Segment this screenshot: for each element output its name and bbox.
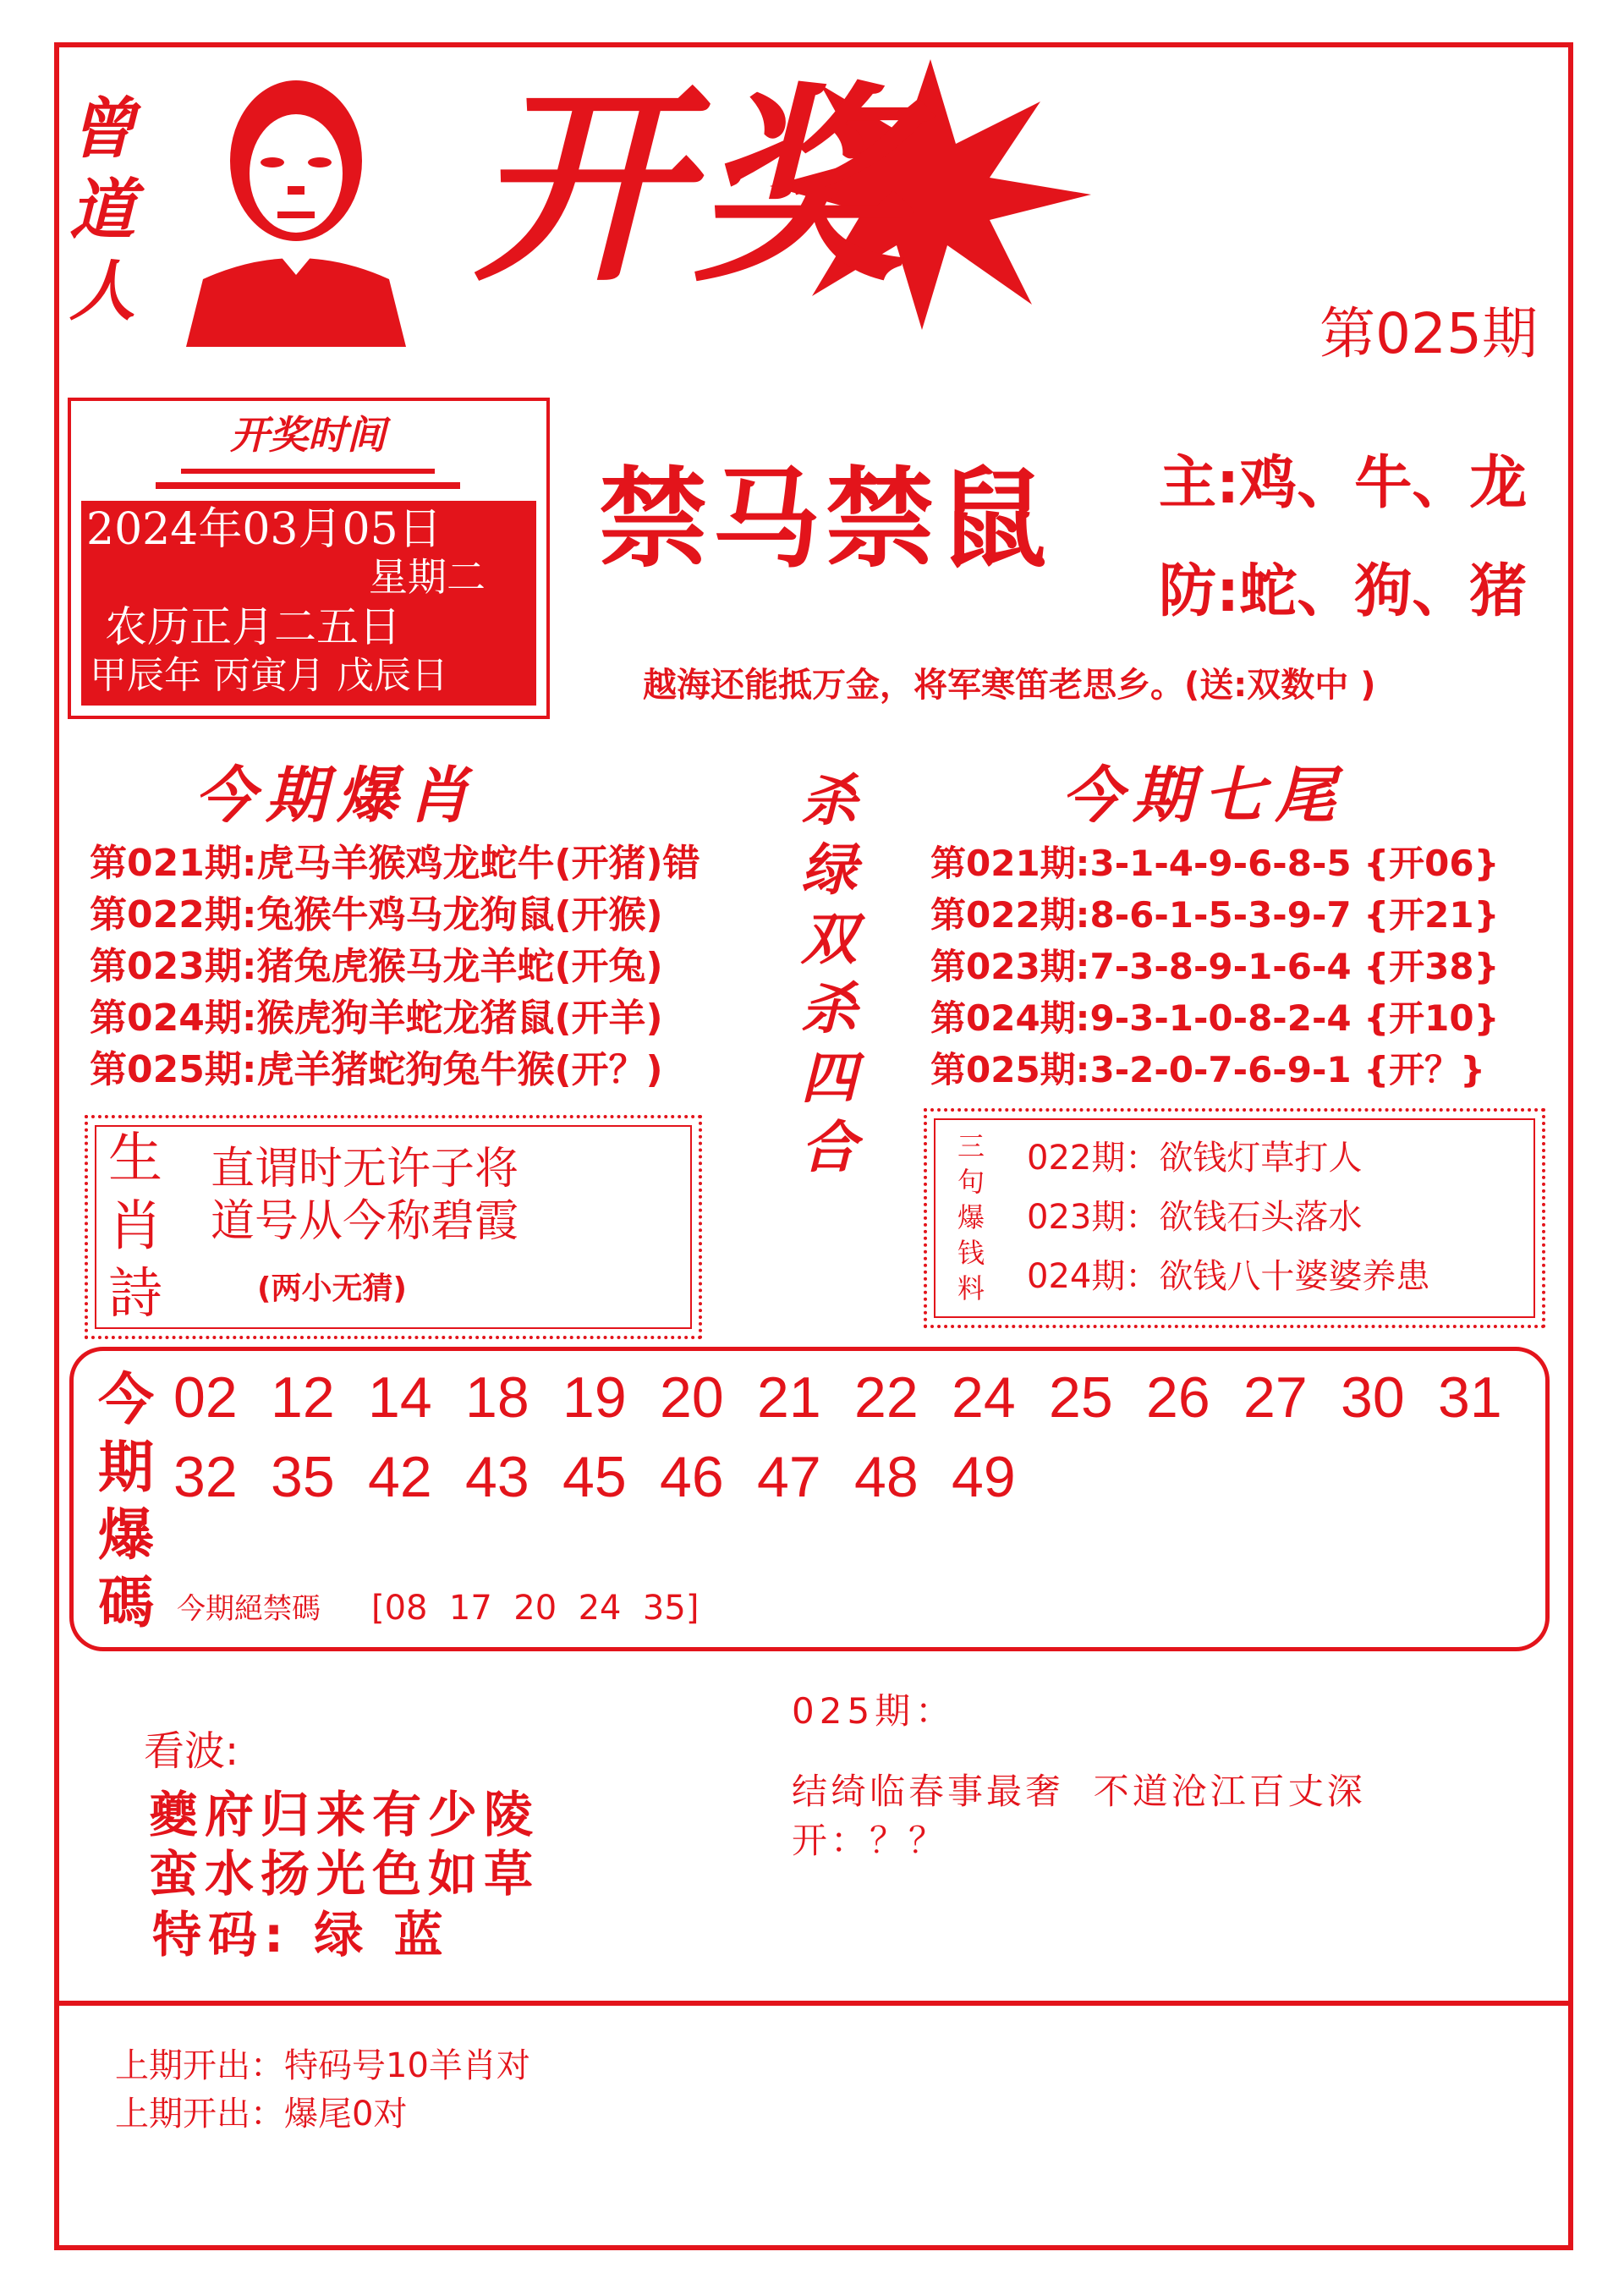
numbers-label bbox=[92, 1366, 160, 1637]
number-cell: 26 bbox=[1146, 1365, 1210, 1430]
three-phrase-label-char: 钱 bbox=[957, 1237, 985, 1269]
tail-section-title: 今期七尾 bbox=[1062, 759, 1347, 831]
three-phrase-row: 022期：欲钱灯草打人 bbox=[1027, 1139, 1363, 1178]
zodiac-list bbox=[90, 837, 700, 1096]
draw-lunar: 农历正月二五日 bbox=[105, 602, 401, 651]
center-char: 杀 bbox=[801, 767, 857, 833]
draw-weekday: 星期二 bbox=[369, 554, 486, 600]
side-name-char: 道 bbox=[69, 172, 136, 249]
zodiac-row: 第022期:兔猴牛鸡马龙狗鼠(开猴) bbox=[90, 893, 663, 936]
poem-hint: (两小无猜) bbox=[257, 1271, 407, 1306]
three-phrase-label-char: 爆 bbox=[957, 1201, 985, 1233]
ban-title: 禁马禁鼠 bbox=[599, 457, 1053, 583]
number-cell: 46 bbox=[660, 1445, 724, 1509]
numbers-label-char: 期 bbox=[98, 1435, 154, 1500]
ban-verse: 越海还能抵万金，将军寒笛老思乡。(送:双数中 ) bbox=[643, 666, 1376, 705]
numbers-row-1 bbox=[173, 1359, 1535, 1436]
number-cell: 31 bbox=[1438, 1365, 1502, 1430]
center-char: 双 bbox=[801, 906, 857, 972]
number-cell: 45 bbox=[562, 1445, 627, 1509]
number-cell: 30 bbox=[1341, 1365, 1405, 1430]
number-cell: 32 bbox=[173, 1445, 238, 1509]
number-cell: 14 bbox=[368, 1365, 432, 1430]
footer-line-2: 上期开出：爆尾0对 bbox=[115, 2095, 408, 2133]
draw-time-underline-2 bbox=[156, 482, 460, 489]
numbers-box bbox=[69, 1347, 1550, 1651]
zodiac-section-title: 今期爆肖 bbox=[195, 759, 480, 831]
number-cell: 42 bbox=[368, 1445, 432, 1509]
banned-label: 今期絕禁碼 bbox=[177, 1592, 321, 1626]
ban-main: 主:鸡、牛、龙 bbox=[1159, 450, 1528, 517]
number-cell: 43 bbox=[465, 1445, 529, 1509]
tail-row: 第024期:9-3-1-0-8-2-4 {开10} bbox=[930, 997, 1500, 1039]
wave-special: 特码: 绿 蓝 bbox=[152, 1906, 450, 1963]
banner-title bbox=[474, 51, 1218, 330]
draw-time-box bbox=[68, 398, 550, 719]
number-cell: 24 bbox=[952, 1365, 1016, 1430]
numbers-label-char: 今 bbox=[98, 1367, 154, 1432]
issue-verse-title: 025期： bbox=[792, 1690, 957, 1732]
tail-row: 第023期:7-3-8-9-1-6-4 {开38} bbox=[930, 946, 1500, 987]
number-cell: 19 bbox=[562, 1365, 627, 1430]
three-phrase-label-char: 三 bbox=[957, 1130, 985, 1162]
center-char: 杀 bbox=[801, 975, 857, 1041]
draw-time-label: 开奖时间 bbox=[230, 412, 386, 458]
poem-line-1: 直谓时无许子将 bbox=[211, 1144, 519, 1194]
poem-label-char: 生 bbox=[108, 1128, 162, 1190]
poem-label-char: 肖 bbox=[108, 1195, 162, 1258]
draw-time-panel bbox=[81, 501, 536, 706]
three-phrase-label-char: 句 bbox=[957, 1166, 985, 1198]
tail-list bbox=[930, 837, 1500, 1096]
center-vertical-text bbox=[787, 766, 871, 1182]
center-char: 四 bbox=[801, 1045, 857, 1111]
tail-row: 第022期:8-6-1-5-3-9-7 {开21} bbox=[930, 894, 1500, 936]
banner-title-text: 开奖 bbox=[474, 62, 914, 310]
footer-line-1: 上期开出：特码号10羊肖对 bbox=[115, 2046, 530, 2085]
ban-guard: 防:蛇、狗、猪 bbox=[1159, 558, 1528, 625]
banned-numbers: [08 17 20 24 35] bbox=[371, 1589, 700, 1628]
poem-line-2: 道号从今称碧霞 bbox=[211, 1196, 519, 1247]
portrait-image bbox=[169, 68, 423, 347]
number-cell: 49 bbox=[952, 1445, 1016, 1509]
zodiac-row: 第023期:猪兔虎猴马龙羊蛇(开兔) bbox=[90, 945, 663, 988]
issue-verse-open: 开：？？ bbox=[792, 1820, 948, 1861]
number-cell: 27 bbox=[1243, 1365, 1308, 1430]
number-cell: 12 bbox=[271, 1365, 335, 1430]
three-phrase-box bbox=[924, 1108, 1545, 1328]
number-cell: 21 bbox=[757, 1365, 821, 1430]
divider-line-footer bbox=[54, 2001, 1573, 2006]
zodiac-row: 第021期:虎马羊猴鸡龙蛇牛(开猪)错 bbox=[90, 842, 700, 885]
numbers-row-2 bbox=[173, 1439, 1049, 1515]
number-cell: 20 bbox=[660, 1365, 724, 1430]
side-name-char: 人 bbox=[69, 253, 136, 330]
poem-label bbox=[102, 1125, 169, 1328]
zodiac-row: 第024期:猴虎狗羊蛇龙猪鼠(开羊) bbox=[90, 997, 663, 1040]
three-phrase-label-char: 料 bbox=[957, 1272, 985, 1304]
tail-row: 第021期:3-1-4-9-6-8-5 {开06} bbox=[930, 843, 1500, 884]
wave-line-1: 夔府归来有少陵 bbox=[149, 1786, 540, 1843]
wave-line-2: 蛮水扬光色如草 bbox=[149, 1845, 540, 1903]
center-char: 合 bbox=[801, 1114, 857, 1180]
issue-number: 第025期 bbox=[1320, 301, 1538, 366]
three-phrase-row: 024期：欲钱八十婆婆养患 bbox=[1027, 1257, 1430, 1296]
number-cell: 02 bbox=[173, 1365, 238, 1430]
tail-row: 第025期:3-2-0-7-6-9-1 {开？} bbox=[930, 1049, 1486, 1090]
numbers-label-char: 碼 bbox=[98, 1570, 154, 1635]
poem-box bbox=[85, 1115, 702, 1339]
three-phrase-label bbox=[952, 1129, 990, 1306]
wave-title: 看波: bbox=[144, 1727, 239, 1775]
side-name-char: 曾 bbox=[69, 91, 136, 167]
numbers-label-char: 爆 bbox=[98, 1502, 154, 1568]
side-name bbox=[69, 89, 145, 332]
poem-label-char: 詩 bbox=[108, 1263, 162, 1326]
draw-ganzhi: 甲辰年 丙寅月 戊辰日 bbox=[90, 654, 448, 697]
zodiac-row: 第025期:虎羊猪蛇狗兔牛猴(开？) bbox=[90, 1048, 663, 1091]
number-cell: 22 bbox=[854, 1365, 919, 1430]
issue-verse-line: 结绮临春事最奢 不道沧江百丈深 bbox=[792, 1771, 1366, 1812]
three-phrase-row: 023期：欲钱石头落水 bbox=[1027, 1198, 1363, 1237]
number-cell: 25 bbox=[1049, 1365, 1113, 1430]
draw-time-underline bbox=[181, 469, 435, 474]
number-cell: 48 bbox=[854, 1445, 919, 1509]
number-cell: 35 bbox=[271, 1445, 335, 1509]
center-char: 绿 bbox=[801, 837, 857, 903]
number-cell: 18 bbox=[465, 1365, 529, 1430]
draw-date: 2024年03月05日 bbox=[86, 504, 442, 555]
number-cell: 47 bbox=[757, 1445, 821, 1509]
